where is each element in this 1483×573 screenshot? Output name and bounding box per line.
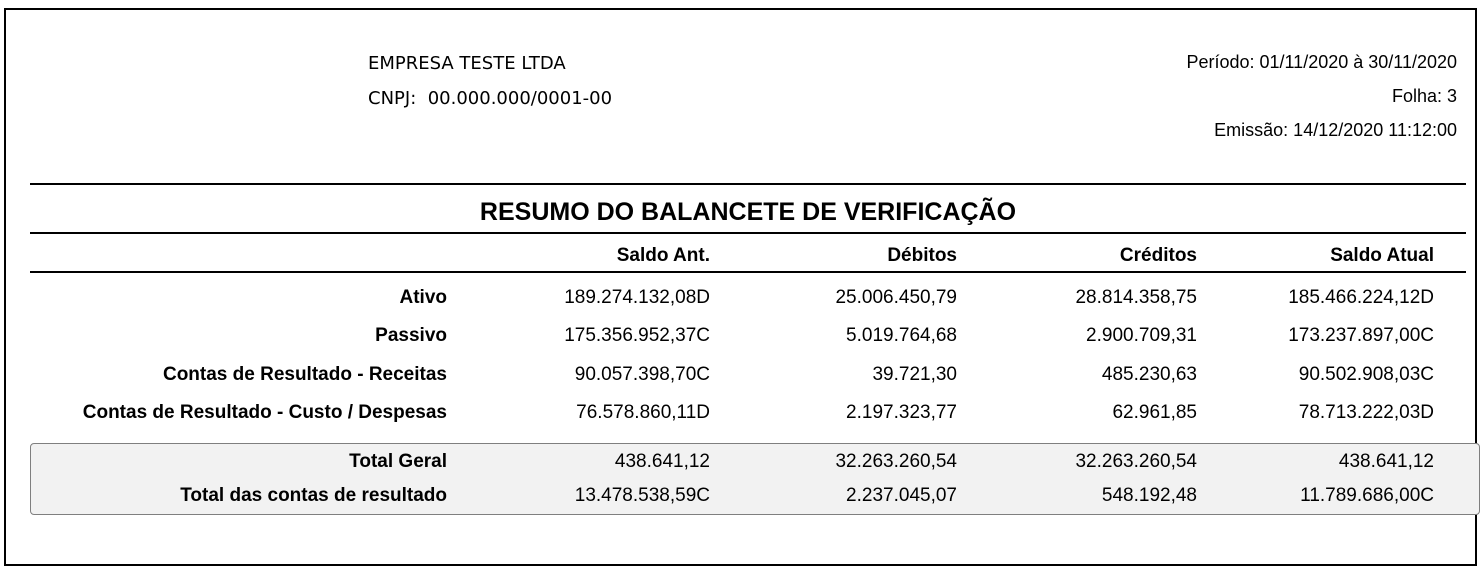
total-resultado-saldo-ant: 13.478.538,59C	[574, 485, 710, 506]
company-name: EMPRESA TESTE LTDA	[368, 53, 566, 74]
total-geral-creditos: 32.263.260,54	[1075, 451, 1197, 472]
total-resultado-creditos: 548.192,48	[1101, 485, 1197, 506]
ativo-creditos: 28.814.358,75	[1075, 287, 1197, 308]
despesas-saldo-ant: 76.578.860,11D	[576, 402, 710, 423]
company-cnpj	[368, 87, 612, 122]
header-saldo-ant: Saldo Ant.	[616, 245, 710, 266]
report-period: Período: 01/11/2020 à 30/11/2020	[1186, 52, 1457, 72]
passivo-creditos: 2.900.709,31	[1086, 325, 1197, 346]
report-issue-date: Emissão: 14/12/2020 11:12:00	[1214, 120, 1457, 140]
total-geral-saldo-ant: 438.641,12	[614, 451, 710, 472]
header-debitos: Débitos	[887, 245, 957, 266]
cnpj-value: 00.000.000/0001-00	[427, 88, 613, 109]
divider-top	[30, 183, 1466, 185]
row-label-despesas: Contas de Resultado - Custo / Despesas	[82, 402, 447, 423]
despesas-saldo-atual: 78.713.222,03D	[1298, 402, 1434, 423]
report-meta	[1186, 50, 1457, 152]
despesas-creditos: 62.961,85	[1112, 402, 1197, 423]
row-label-ativo: Ativo	[399, 287, 447, 308]
company-info	[368, 52, 612, 122]
header-saldo-atual: Saldo Atual	[1330, 245, 1434, 266]
cnpj-label: CNPJ:	[368, 88, 417, 109]
row-label-receitas: Contas de Resultado - Receitas	[162, 364, 447, 385]
ativo-saldo-atual: 185.466.224,12D	[1288, 287, 1434, 308]
receitas-creditos: 485.230,63	[1101, 364, 1197, 385]
total-geral-label: Total Geral	[349, 451, 447, 472]
total-geral-debitos: 32.263.260,54	[835, 451, 957, 472]
total-geral-saldo-atual: 438.641,12	[1338, 451, 1434, 472]
total-resultado-debitos: 2.237.045,07	[846, 485, 957, 506]
ativo-debitos: 25.006.450,79	[835, 287, 957, 308]
divider-title	[30, 232, 1466, 234]
ativo-saldo-ant: 189.274.132,08D	[564, 287, 710, 308]
report-sheet: Folha: 3	[1391, 86, 1457, 106]
header-creditos: Créditos	[1119, 245, 1197, 266]
total-resultado-saldo-atual: 11.789.686,00C	[1300, 485, 1434, 506]
row-label-passivo: Passivo	[375, 325, 447, 346]
total-resultado-label: Total das contas de resultado	[180, 485, 447, 506]
receitas-debitos: 39.721,30	[872, 364, 957, 385]
passivo-saldo-atual: 173.237.897,00C	[1288, 325, 1434, 346]
passivo-saldo-ant: 175.356.952,37C	[564, 325, 710, 346]
despesas-debitos: 2.197.323,77	[846, 402, 957, 423]
receitas-saldo-atual: 90.502.908,03C	[1298, 364, 1434, 385]
passivo-debitos: 5.019.764,68	[846, 325, 957, 346]
receitas-saldo-ant: 90.057.398,70C	[574, 364, 710, 385]
report-title: RESUMO DO BALANCETE DE VERIFICAÇÃO	[479, 198, 1017, 226]
divider-header	[30, 271, 1466, 273]
